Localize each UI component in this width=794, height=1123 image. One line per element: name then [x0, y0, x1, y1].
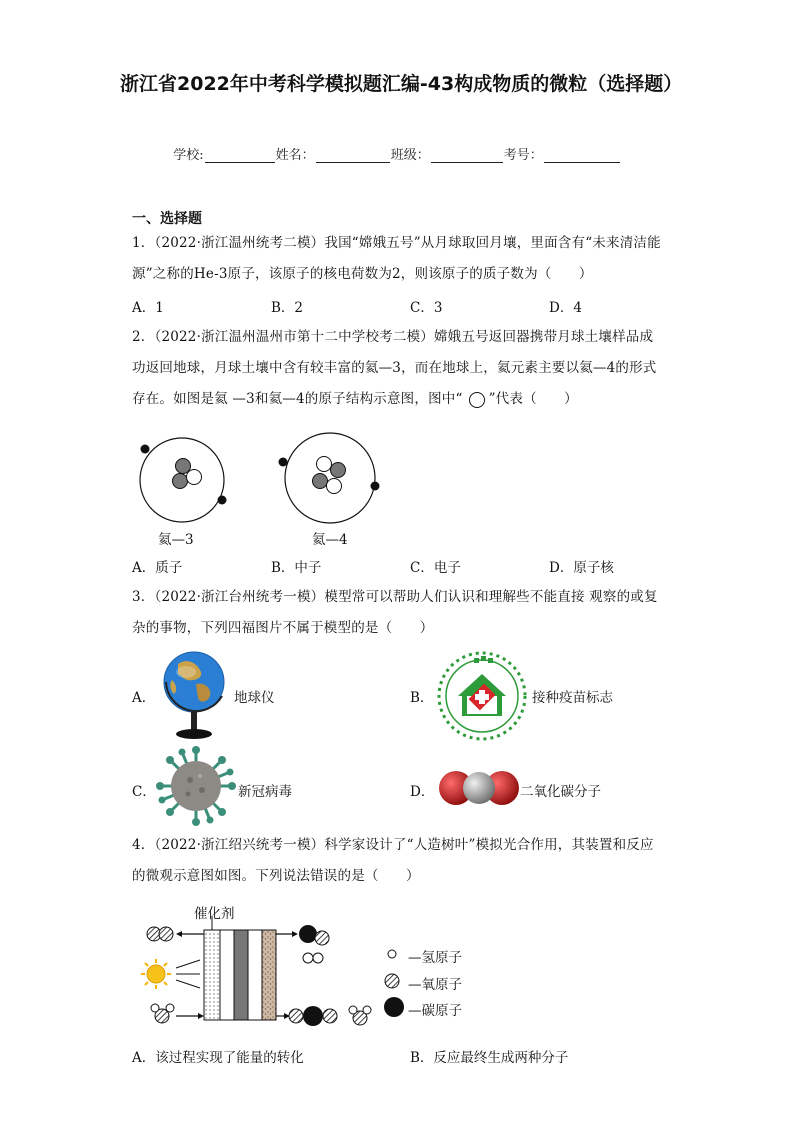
q2-option-c[interactable]: C．电子: [410, 560, 461, 576]
helium-4-electron-1: [279, 458, 288, 467]
q3-option-d-label[interactable]: 二氧化碳分子: [520, 784, 601, 800]
q2-option-a[interactable]: A．质子: [132, 560, 183, 576]
class-label: 班级：: [390, 148, 430, 163]
helium-3-electron-1: [141, 445, 150, 454]
catalyst-layer: [204, 930, 220, 1020]
q2-option-b[interactable]: B．中子: [271, 560, 322, 576]
school-label: 学校:: [173, 148, 204, 163]
co2-molecule-icon: [438, 768, 520, 808]
helium-3-diagram: [128, 432, 238, 522]
student-info-line: [0, 144, 794, 163]
exam-no-blank[interactable]: [544, 148, 620, 163]
coronavirus-icon: [156, 746, 236, 826]
atom-legend-icons: [384, 944, 408, 1020]
name-blank[interactable]: [316, 148, 390, 163]
q3-option-c-letter[interactable]: C．: [132, 784, 156, 800]
q4-option-a[interactable]: A．该过程实现了能量的转化: [132, 1050, 304, 1066]
helium-4-particle-white-2: [327, 479, 342, 494]
helium-4-particle-white-1: [317, 457, 332, 472]
q4-option-b[interactable]: B．反应最终生成两种分子: [410, 1050, 569, 1066]
helium-4-orbit: [285, 433, 375, 523]
exam-no-label: 考号：: [503, 148, 543, 163]
helium-4-electron-2: [371, 482, 380, 491]
legend-oxygen: —氧原子: [408, 977, 462, 993]
helium-4-particle-grey-2: [313, 474, 328, 489]
document-title: 浙江省2022年中考科学模拟题汇编-43构成物质的微粒（选择题）: [120, 73, 683, 95]
q1-option-a[interactable]: A．1: [132, 300, 164, 316]
class-blank[interactable]: [431, 148, 503, 163]
hollow-circle-icon: [469, 392, 485, 408]
question-2-text-tail: ”代表（ ）: [488, 391, 578, 407]
q3-option-c-label[interactable]: 新冠病毒: [238, 784, 292, 800]
q1-option-d[interactable]: D．4: [549, 300, 582, 316]
question-2-text: [132, 322, 664, 415]
q3-option-a-letter[interactable]: A．: [132, 690, 156, 706]
helium-3-particle-grey-2: [173, 474, 188, 489]
helium-4-caption: 氦—4: [312, 532, 348, 548]
helium-3-caption: 氦—3: [158, 532, 194, 548]
catalyst-label: 催化剂: [194, 906, 235, 922]
question-3-text: 3．（2022·浙江台州统考一模）模型常可以帮助人们认识和理解些不能直接 观察的或复杂的事物，下列四福图片不属于模型的是（ ）: [132, 589, 658, 636]
legend-hydrogen: —氢原子: [408, 950, 462, 966]
question-2-text-main: 2．（2022·浙江温州温州市第十二中学校考二模）嫦娥五号返回器携带月球土壤样品成功返回地球，月球土壤中含有较丰富的氦—3，而在地球上，氦元素主要以氦—4的形式存在。如图是氦 —3和氦—4的原子结构示意图，图中“: [132, 329, 657, 407]
school-blank[interactable]: [205, 148, 275, 163]
section-title: 一、选择题: [132, 211, 202, 227]
q1-option-c[interactable]: C．3: [410, 300, 443, 316]
helium-4-particle-grey-1: [331, 463, 346, 478]
carbon-atom-icon: [384, 997, 404, 1017]
legend-carbon: —碳原子: [408, 1003, 462, 1019]
question-1-text: 1．（2022·浙江温州统考二模）我国“嫦娥五号”从月球取回月壤，里面含有“未来清洁能源”之称的He-3原子，该原子的核电荷数为2，则该原子的质子数为（ ）: [132, 235, 661, 282]
helium-3-particle-grey-1: [176, 459, 191, 474]
q2-option-d[interactable]: D．原子核: [549, 560, 614, 576]
globe-icon: [160, 650, 230, 742]
oxygen-atom-icon: [385, 974, 399, 988]
hydrogen-atom-icon: [388, 950, 396, 958]
q1-option-b[interactable]: B．2: [271, 300, 304, 316]
q3-option-b-label[interactable]: 接种疫苗标志: [532, 690, 613, 706]
helium-3-particle-white: [187, 470, 202, 485]
q3-option-d-letter[interactable]: D．: [410, 784, 435, 800]
question-4-text: 4．（2022·浙江绍兴统考一模）科学家设计了“人造树叶”模拟光合作用，其装置和反应的微观示意图如图。下列说法错误的是（ ）: [132, 837, 654, 884]
q3-option-b-letter[interactable]: B．: [410, 690, 434, 706]
vaccine-sign-icon: [434, 650, 530, 742]
name-label: 姓名：: [275, 148, 315, 163]
sun-icon: [141, 959, 171, 989]
helium-3-electron-2: [218, 496, 227, 505]
q3-option-a-label[interactable]: 地球仪: [234, 690, 275, 706]
artificial-leaf-diagram: [132, 916, 392, 1032]
helium-4-diagram: [278, 426, 388, 522]
